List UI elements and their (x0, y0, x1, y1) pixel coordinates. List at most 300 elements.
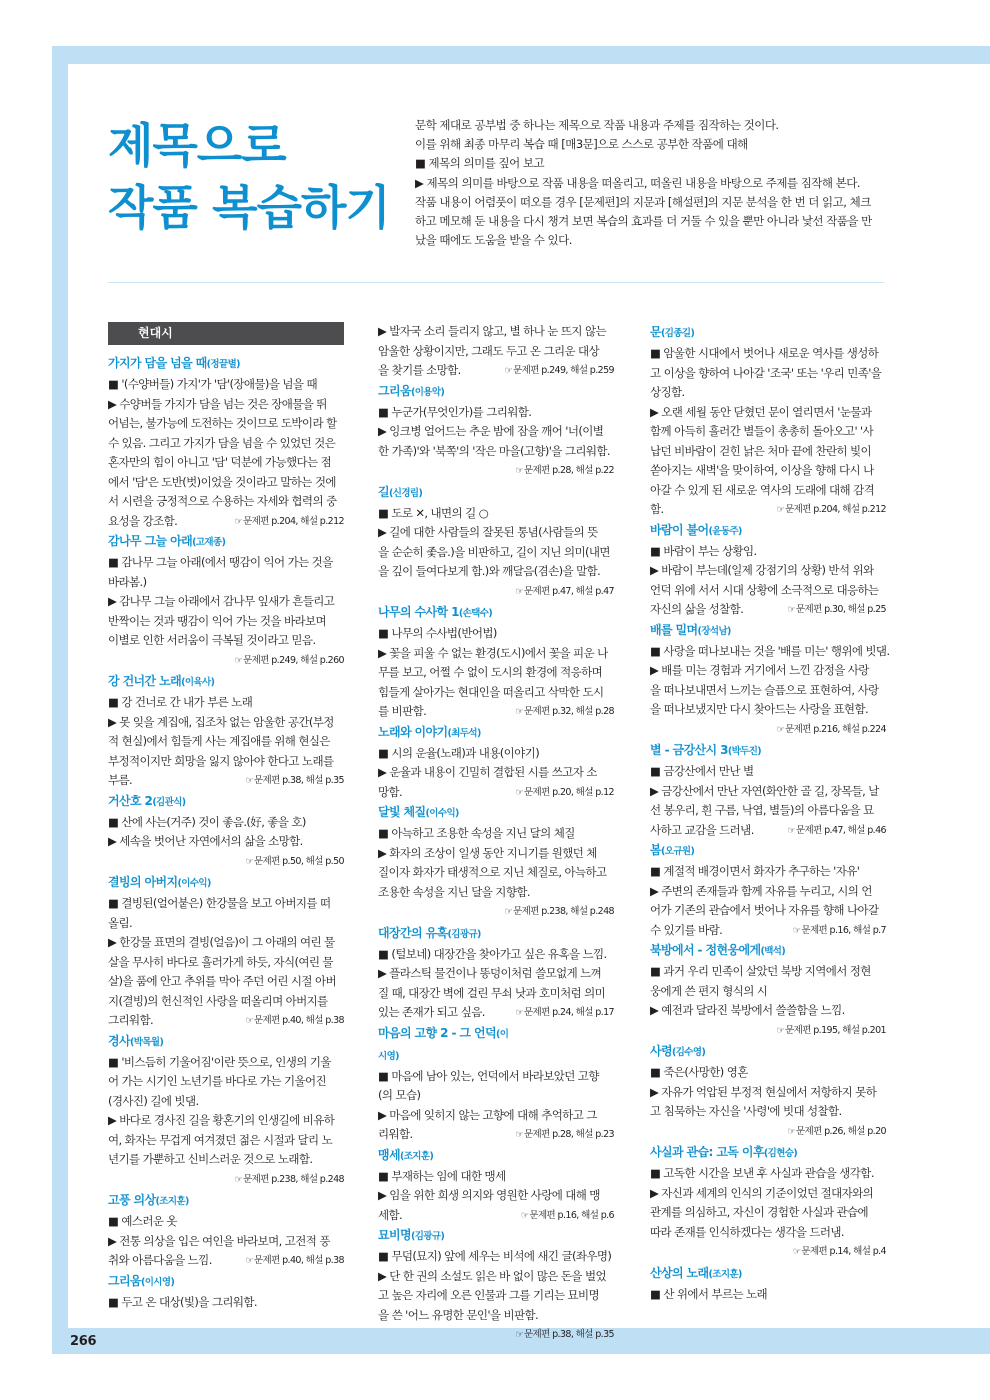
entry-line-text: ■ 두고 온 대상(빛)을 그리워함. (108, 1294, 257, 1309)
entry-line (108, 453, 344, 473)
entry-line-text: 적 현실)에서 힘들게 사는 계집애를 위해 현실은 (108, 734, 330, 748)
poem-author: (이시영) (378, 1028, 509, 1062)
reference-text: 문제편 p.38, 해설 p.35 (253, 775, 344, 786)
entry-line-text: 혼자만의 힘이 아니고 '담' 덕분에 가능했다는 점 (108, 455, 332, 469)
pointing-hand-icon: ☞ (787, 1126, 795, 1137)
entry-line (650, 1164, 886, 1184)
entry-line (650, 461, 886, 481)
entry-line (378, 863, 614, 883)
entry-line-text: ■ 누군가(무엇인가)를 그리워함. (378, 404, 532, 419)
reference-note (235, 512, 344, 533)
entry-line-text: ▶ 바다로 경사진 길을 황혼기의 인생길에 비유하 (108, 1113, 335, 1127)
pointing-hand-icon: ☞ (234, 655, 243, 666)
entry-line-text: ▶ 세속을 벗어난 자연에서의 삶을 소망함. (108, 834, 303, 848)
reference-note (245, 1011, 344, 1032)
content-column-3 (650, 322, 890, 1304)
reference-note (108, 852, 344, 873)
poem-author: (김광규) (447, 928, 481, 940)
entry-line-text: ■ 도로 ✕, 내면의 길 ○ (378, 505, 489, 520)
pointing-hand-icon: ☞ (787, 605, 795, 615)
entry-line-text: ■ 나무의 수사법(반어법) (378, 626, 497, 640)
entry-line-text: ▶ 임을 위한 희생 의지와 영원한 사랑에 대해 맹 (378, 1188, 600, 1202)
reference-text: 문제편 p.238, 해설 p.248 (513, 906, 614, 917)
entry-line-text: 있는 존재가 되고 싶음. (378, 1005, 485, 1019)
entry-line (378, 702, 614, 722)
entry-line-text: 부정적이지만 희망을 잃지 않아야 한다고 노래를 (108, 753, 334, 768)
poem-title (378, 1145, 614, 1167)
entry-line (108, 1053, 344, 1073)
entry-line-text: (경사진) 길에 빗댐. (108, 1093, 199, 1108)
entry-line-text: ■ 시의 운율(노래)과 내용(이야기) (378, 745, 540, 760)
poem-title (108, 791, 344, 813)
entry-line (650, 982, 886, 1002)
poem-author: (이육사) (181, 677, 215, 688)
entry-line (378, 504, 614, 524)
reference-text: 문제편 p.204, 해설 p.212 (243, 515, 344, 527)
entry-line (108, 592, 344, 612)
entry-line-text: 한 가족)'와 '북쪽'의 '작은 마을(고향)'을 그리워함. (378, 443, 610, 458)
poem-author: (장석남) (697, 625, 731, 637)
reference-note (650, 1122, 886, 1143)
reference-text: 문제편 p.195, 해설 p.201 (785, 1024, 886, 1036)
entry-line-text: ▶ 잉크병 얼어드는 추운 밤에 잠을 깨어 '너(이별 (378, 424, 604, 438)
entry-line (650, 642, 890, 662)
reference-text: 문제편 p.16, 해설 p.6 (529, 1209, 614, 1221)
entry-line-text: 질이자 화자가 태생적으로 지닌 체질로, 아늑하고 (378, 865, 607, 879)
poem-title (378, 923, 614, 945)
pointing-hand-icon: ☞ (245, 1016, 253, 1026)
entry-line-text: ▶ 예전과 달라진 북방에서 쓸쓸함을 느낌. (650, 1003, 845, 1017)
entry-line-text: 올림. (108, 915, 133, 930)
entry-line (108, 492, 344, 512)
page-number: 266 (70, 1334, 97, 1349)
entry-line (650, 862, 886, 882)
entry-line-text: 서 시련을 긍정적으로 수용하는 자세와 협력의 중 (108, 494, 337, 508)
entry-line-text: ■ 예스러운 옷 (108, 1214, 177, 1228)
entry-line (378, 562, 614, 582)
entry-line-text: 함. (650, 502, 664, 516)
poem-entry (108, 1190, 344, 1271)
poem-entry (378, 602, 614, 722)
poem-title (108, 872, 344, 894)
entry-line-text: 수 있기를 바람. (650, 922, 723, 937)
entry-line-text: ▶ 꽃을 피울 수 없는 환경(도시)에서 꽃을 피운 나 (378, 645, 608, 660)
poem-entry (650, 322, 886, 520)
entry-line (378, 1247, 614, 1267)
poem-entry (650, 840, 886, 940)
reference-text: 문제편 p.40, 해설 p.38 (253, 1015, 344, 1026)
poem-author: (김관식) (152, 796, 186, 808)
poem-author: (고재종) (192, 537, 226, 548)
pointing-hand-icon: ☞ (515, 1130, 523, 1140)
entry-line-text: ▶ 한강물 표면의 결빙(얼음)이 그 아래의 여린 물 (108, 935, 335, 949)
entry-line (650, 1184, 886, 1204)
entry-line (108, 1251, 344, 1271)
poem-entry (108, 872, 344, 1031)
poem-author: (박목월) (129, 1036, 164, 1048)
entry-line-text: 상징함. (650, 385, 685, 399)
reference-note (650, 1021, 886, 1042)
reference-note (521, 1206, 614, 1227)
pointing-hand-icon: ☞ (504, 907, 513, 917)
entry-line (108, 732, 344, 752)
entry-line (650, 442, 886, 462)
entry-line-text: 살을 무사히 바다로 흘러가게 하듯, 자식(여린 물 (108, 954, 333, 969)
entry-line-text: ■ 결빙된(얼어붙은) 한강물을 보고 아버지를 떠 (108, 896, 331, 910)
entry-line (650, 403, 886, 423)
entry-line-text: 웅에게 쓴 편지 형식의 시 (650, 983, 768, 998)
entry-line-text: 을 쓴 '어느 유명한 문인'을 비판함. (378, 1307, 539, 1322)
entry-line (108, 1293, 344, 1313)
entry-line (650, 1223, 886, 1243)
entry-line-text: ■ 산 위에서 부르는 노래 (650, 1286, 768, 1301)
entry-line (108, 813, 344, 833)
entry-line (108, 395, 344, 415)
poem-title (108, 1031, 344, 1053)
poem-title-text: 바람이 불어 (650, 522, 709, 537)
entry-line (378, 984, 614, 1004)
reference-note (108, 1170, 344, 1191)
entry-line (650, 882, 886, 902)
pointing-hand-icon: ☞ (515, 707, 523, 717)
poem-title (108, 671, 344, 693)
poem-title (650, 940, 886, 962)
pointing-hand-icon: ☞ (515, 466, 523, 476)
entry-line-text: ■ 금강산에서 만난 별 (650, 764, 754, 778)
reference-text: 문제편 p.20, 해설 p.12 (523, 786, 614, 798)
entry-line (108, 1011, 344, 1031)
entry-line-text: 자신의 삶을 성찰함. (650, 602, 744, 616)
pointing-hand-icon: ☞ (515, 1330, 523, 1340)
entry-line (378, 1286, 614, 1306)
reference-text: 문제편 p.38, 해설 p.35 (523, 1329, 614, 1340)
pointing-hand-icon: ☞ (515, 1008, 523, 1018)
title-divider (108, 282, 884, 283)
poem-title (650, 1142, 886, 1164)
entry-line (650, 962, 886, 982)
entry-line-text: 어 가는 시기인 노년기를 바다로 가는 기울어진 (108, 1074, 327, 1088)
poem-title-text: 사실과 관습: 고독 이후 (650, 1145, 764, 1159)
entry-line-text: ▶ 금강산에서 만난 자연(화안한 골 길, 장목들, 날 (650, 783, 879, 798)
entry-line (650, 1203, 886, 1223)
poem-title-text: 노래와 이야기 (378, 724, 448, 739)
entry-line (378, 1267, 614, 1287)
poem-author: (김종길) (661, 328, 695, 339)
reference-text: 문제편 p.14, 해설 p.4 (801, 1246, 886, 1257)
entry-line (108, 894, 344, 914)
entry-line-text: ■ 계절적 배경이면서 화자가 추구하는 '자유' (650, 864, 860, 878)
entry-line-text: 여, 화자는 무겁게 여겨졌던 젊은 시절과 달리 노 (108, 1132, 333, 1147)
poem-author: (김현승) (763, 1148, 798, 1159)
entry-line (650, 700, 886, 720)
poem-title (108, 1271, 344, 1293)
poem-entry (378, 722, 614, 803)
entry-line-text: ■ 산에 사는(거주) 것이 좋음.(好, 좋을 호) (108, 814, 306, 829)
entry-line (378, 624, 614, 644)
entry-line (650, 422, 886, 442)
reference-note (378, 461, 614, 482)
entry-line (650, 364, 886, 384)
entry-line (108, 512, 344, 532)
entry-line (650, 383, 886, 403)
poem-title-text: 맹세 (378, 1147, 400, 1162)
poem-title (378, 722, 614, 744)
poem-author: (이수익) (177, 878, 211, 889)
intro-line: ■ 제목의 의미를 짚어 보고 (415, 156, 545, 171)
poem-title-text: 그리움 (378, 383, 411, 398)
entry-line (650, 344, 886, 364)
entry-line (378, 844, 614, 864)
entry-line-text: ▶ 운율과 내용이 긴밀히 결합된 시를 쓰고자 소 (378, 765, 597, 779)
entry-line (378, 403, 614, 423)
entry-line (108, 832, 344, 852)
entry-line (378, 442, 614, 462)
entry-line-text: 에서 '담'은 도반(벗)이었을 것이라고 말하는 것에 (108, 474, 336, 489)
entry-line (650, 901, 886, 921)
poem-title-text: 감나무 그늘 아래 (108, 534, 193, 548)
entry-line-text: 부름. (108, 773, 133, 787)
poem-title (378, 1023, 614, 1067)
poem-entry (650, 1142, 886, 1263)
poem-title (378, 802, 614, 824)
entry-line-text: 어가 기존의 관습에서 벗어나 자유를 향해 나아갈 (650, 903, 879, 917)
poem-title-text: 별 - 금강산시 3 (650, 743, 728, 757)
reference-text: 문제편 p.50, 해설 p.50 (253, 855, 344, 867)
reference-text: 문제편 p.24, 해설 p.17 (523, 1007, 614, 1018)
entry-line (108, 1072, 344, 1092)
entry-line (108, 612, 344, 632)
poem-title-text: 달빛 체질 (378, 805, 426, 819)
entry-line-text: ▶ 마음에 잊히지 않는 고향에 대해 추억하고 그 (378, 1107, 597, 1122)
pointing-hand-icon: ☞ (515, 586, 523, 597)
poem-title-text: 길 (378, 484, 389, 499)
page-frame-top (52, 46, 990, 64)
poem-title-text: 거산호 2 (108, 793, 153, 808)
poem-entry (378, 923, 614, 1023)
pointing-hand-icon: ☞ (792, 925, 801, 936)
poem-author: (오규원) (661, 846, 695, 857)
entry-line (650, 681, 886, 701)
poem-author: (조지훈) (708, 1268, 742, 1280)
entry-line (378, 322, 614, 342)
entry-line-text: 를 비판함. (378, 704, 427, 718)
entry-line (108, 972, 344, 992)
pointing-hand-icon: ☞ (504, 366, 513, 376)
reference-text: 문제편 p.204, 해설 p.212 (785, 504, 886, 515)
entry-line (108, 752, 344, 772)
entry-line-text: (의 모습) (378, 1088, 421, 1102)
entry-line (650, 561, 886, 581)
entry-line-text: ■ 강 건너로 간 내가 부른 노래 (108, 695, 253, 709)
entry-line (108, 1092, 344, 1112)
poem-title (650, 620, 886, 642)
poem-author: (조지훈) (399, 1150, 434, 1162)
poem-entry (650, 740, 886, 840)
poem-title (650, 322, 886, 344)
poem-title-text: 묘비명 (378, 1228, 411, 1242)
intro-text (415, 116, 887, 250)
poem-title-text: 강 건너간 노래 (108, 674, 182, 688)
entry-line (378, 883, 614, 903)
poem-title (378, 1225, 614, 1247)
entry-line (378, 1067, 614, 1087)
entry-line (378, 1125, 614, 1145)
entry-line (378, 342, 614, 362)
entry-line-text: 을 깊이 들여다보게 함.)와 깨달음(겸손)을 말함. (378, 564, 601, 578)
reference-text: 문제편 p.32, 해설 p.28 (523, 706, 614, 717)
poem-entry (650, 1263, 886, 1305)
entry-line-text: ■ (털보네) 대장간을 찾아가고 싶은 유혹을 느낌. (378, 946, 607, 961)
entry-line (378, 543, 614, 563)
reference-note (650, 1242, 886, 1263)
entry-line (378, 1086, 614, 1106)
entry-line (650, 762, 886, 782)
entry-line-text: 을 떠나보냈지만 다시 찾아드는 사랑을 표현함. (650, 702, 869, 716)
entry-line (378, 1186, 614, 1206)
entry-line-text: 이별로 인한 서러움이 극복될 것이라고 믿음. (108, 633, 316, 647)
intro-line: 하고 메모해 둔 내용을 다시 챙겨 보면 복습의 효과를 더 거둘 수 있을 뿐만 아니라 낯선 작품을 만 (415, 214, 872, 229)
poem-title (650, 840, 886, 862)
entry-line (650, 1102, 886, 1122)
entry-line-text: 요성을 강조함. (108, 513, 178, 528)
reference-text: 문제편 p.28, 해설 p.23 (523, 1129, 614, 1140)
entry-line-text: 을 순순히 좇음.)을 비판하고, 길이 지닌 의미(내면 (378, 544, 610, 559)
reference-note (108, 651, 344, 672)
entry-line (378, 1167, 614, 1187)
entry-line-text: 년기를 가뿐하고 신비스러운 것으로 노래함. (108, 1152, 313, 1166)
reference-note (515, 1003, 614, 1024)
entry-line-text: ■ 감나무 그늘 아래(에서 땡감이 익어 가는 것을 (108, 555, 333, 569)
entry-line (378, 422, 614, 442)
entry-line-text: 질 때, 대장간 벽에 걸린 무쇠 낫과 호미처럼 의미 (378, 985, 606, 1000)
entry-line (108, 771, 344, 791)
entry-line (650, 1083, 886, 1103)
poem-title-text: 봄 (650, 843, 661, 857)
page-frame-left (52, 46, 68, 1354)
pointing-hand-icon: ☞ (776, 505, 785, 515)
entry-line (650, 481, 886, 501)
entry-line-text: 그리워함. (108, 1013, 154, 1027)
poem-author: (김수영) (671, 1047, 706, 1058)
poem-author: (이용악) (410, 386, 445, 398)
entry-line (108, 473, 344, 493)
entry-line (108, 1111, 344, 1131)
entry-line (378, 644, 614, 664)
intro-line: 문학 제대로 공부법 중 하나는 제목으로 작품 내용과 주제를 짐작하는 것이다. (415, 118, 779, 132)
entry-line-text: ▶ 못 잊을 계집애, 집조차 없는 암울한 공간(부정 (108, 714, 334, 729)
poem-title-text: 마음의 고향 2 - 그 언덕 (378, 1025, 496, 1040)
entry-line-text: 망함. (378, 784, 403, 799)
reference-text: 문제편 p.249, 해설 p.259 (513, 365, 614, 376)
pointing-hand-icon: ☞ (520, 1210, 529, 1221)
entry-line (378, 763, 614, 783)
poem-entry (108, 791, 344, 873)
entry-line (650, 542, 886, 562)
poem-author: (이수익) (425, 808, 459, 819)
entry-line-text: ■ '(수양버들) 가지'가 '담'(장애물)을 넘을 때 (108, 377, 317, 391)
poem-title-text: 고풍 의상 (108, 1193, 156, 1207)
entry-line (378, 683, 614, 703)
poem-title (108, 1190, 344, 1212)
entry-line-text: ▶ 바람이 부는데(일제 강점기의 상황) 반석 위와 (650, 563, 874, 577)
poem-title (650, 1263, 886, 1285)
reference-text: 문제편 p.47, 해설 p.47 (523, 585, 614, 597)
entry-line (108, 693, 344, 713)
entry-line-text: ■ 무덤(묘지) 앞에 세우는 비석에 새긴 글(좌우명) (378, 1249, 612, 1263)
reference-note (245, 1251, 344, 1272)
entry-line-text: 암울한 상황이지만, 그래도 두고 온 그리운 대상 (378, 343, 600, 358)
poem-author: (정끝별) (206, 359, 240, 370)
entry-line-text: 고 높은 자리에 오른 인물과 그를 기리는 묘비명 (378, 1288, 600, 1302)
poem-author: (최두석) (447, 727, 481, 739)
entry-line-text: 반짝이는 것과 땡감이 익어 가는 것을 바라보며 (108, 613, 327, 628)
poem-entry (650, 620, 890, 741)
entry-line (108, 933, 344, 953)
poem-entry (108, 1031, 344, 1191)
reference-text: 문제편 p.40, 해설 p.38 (253, 1255, 344, 1266)
entry-line (650, 500, 886, 520)
poem-title (378, 381, 614, 403)
poem-title-text: 산상의 노래 (650, 1265, 709, 1280)
entry-line-text: ■ 고독한 시간을 보낸 후 사실과 관습을 생각함. (650, 1166, 874, 1180)
entry-line-text: ▶ 오랜 세월 동안 닫혔던 문이 열리면서 '눈물과 (650, 404, 872, 419)
intro-line: 이를 위해 최종 마무리 복습 때 [매3문]으로 스스로 공부한 작품에 대해 (415, 137, 748, 152)
entry-line-text: 따라 존재를 인식하겠다는 생각을 드러냄. (650, 1224, 844, 1239)
poem-entry (378, 802, 614, 923)
poem-author: (이시영) (140, 1276, 175, 1288)
poem-title (378, 602, 614, 624)
entry-line-text: 어넘는, 불가능에 도전하는 것이므로 도박이라 할 (108, 416, 337, 430)
intro-line: ▶ 제목의 의미를 바탕으로 작품 내용을 떠올리고, 떠올린 내용을 바탕으로 주제를 짐작해 본다. (415, 175, 861, 190)
entry-line (108, 414, 344, 434)
poem-title-text: 사령 (650, 1044, 672, 1058)
reference-text: 문제편 p.47, 해설 p.46 (795, 824, 886, 836)
entry-line-text: ▶ 전통 의상을 입은 여인을 바라보며, 고전적 풍 (108, 1233, 330, 1248)
entry-line-text: 무를 보고, 어쩔 수 없이 도시의 환경에 적응하며 (378, 665, 603, 679)
poem-entry (378, 482, 614, 603)
entry-line-text: ▶ 단 한 권의 소설도 읽은 바 없이 많은 돈을 벌었 (378, 1268, 606, 1283)
entry-line-text: ■ 바람이 부는 상황임. (650, 543, 757, 558)
entry-line (108, 1150, 344, 1170)
entry-line-text: ▶ 주변의 존재들과 함께 자유를 누리고, 시의 언 (650, 883, 872, 898)
poem-entry (650, 520, 886, 620)
pointing-hand-icon: ☞ (776, 724, 785, 735)
entry-line (378, 1306, 614, 1326)
entry-line (650, 801, 886, 821)
poem-author: (윤동주) (708, 525, 742, 537)
poem-title (650, 520, 886, 542)
reference-note (378, 582, 614, 603)
entry-line-text: 아갈 수 있게 된 새로운 역사의 도래에 대해 감격 (650, 482, 875, 497)
content-column-1 (108, 322, 344, 1312)
entry-line-text: ▶ 발자국 소리 들리지 않고, 별 하나 눈 뜨지 않는 (378, 324, 606, 338)
entry-line (378, 663, 614, 683)
reference-note (515, 783, 614, 804)
reference-text: 문제편 p.238, 해설 p.248 (243, 1173, 344, 1185)
entry-line (378, 1106, 614, 1126)
poem-entry (108, 1271, 344, 1313)
poem-title-text: 그리움 (108, 1273, 141, 1288)
section-header-modern-poetry: 현대시 (108, 322, 344, 345)
entry-line (378, 964, 614, 984)
poem-entry (650, 1041, 886, 1142)
entry-line (108, 1232, 344, 1252)
entry-line (378, 824, 614, 844)
reference-note (378, 1325, 614, 1346)
entry-line (108, 953, 344, 973)
page-title-line-1: 제목으로 (108, 119, 286, 174)
reference-note (787, 600, 886, 621)
